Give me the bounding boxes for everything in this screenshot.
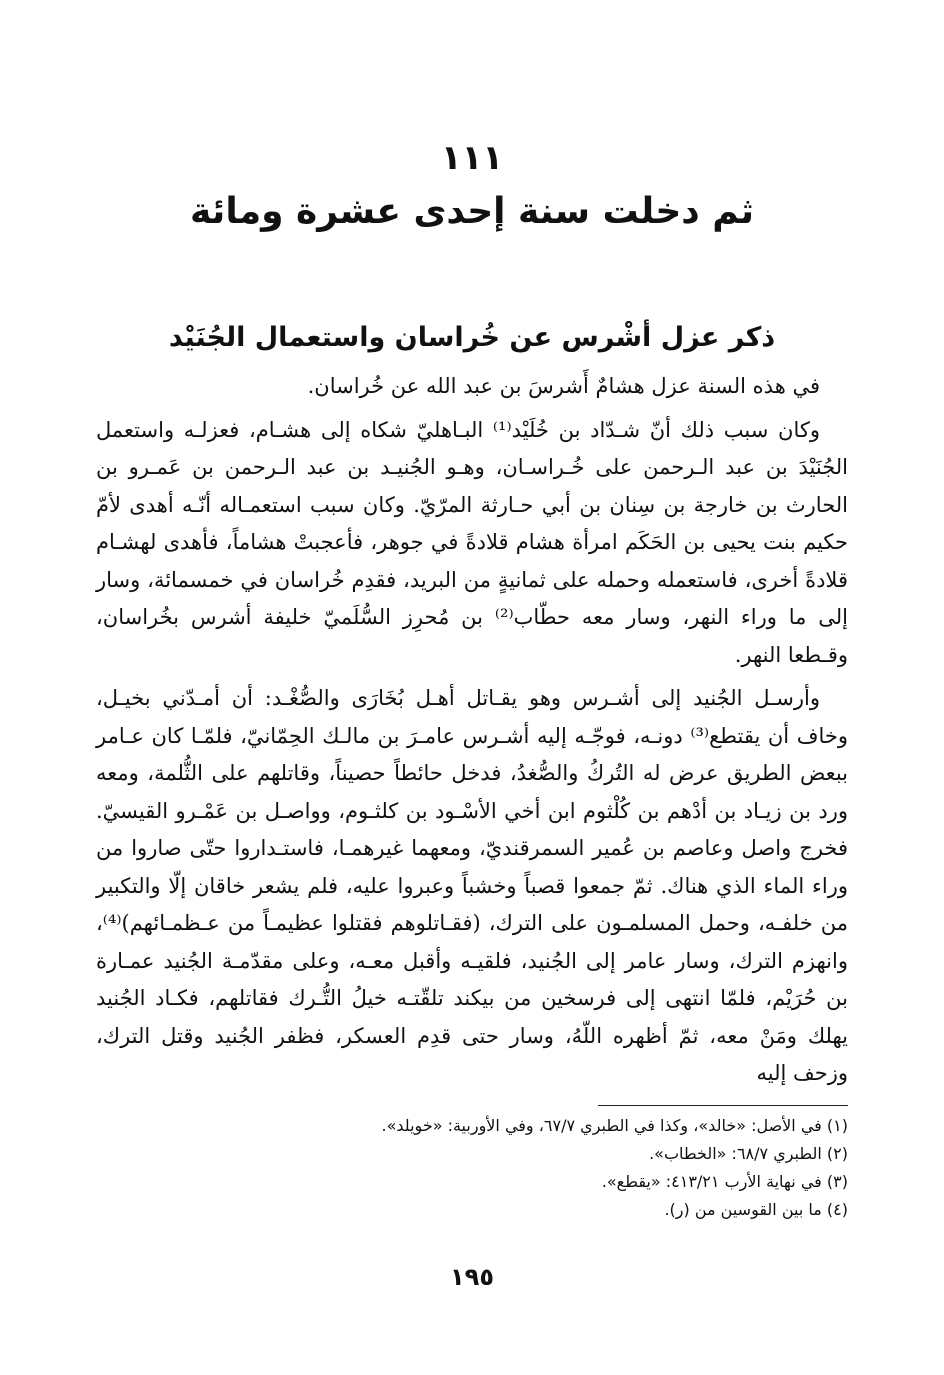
footnote: (٣) في نهاية الأرب ٤١٣/٢١: «يقطع». — [601, 1172, 848, 1191]
chapter-title: ثم دخلت سنة إحدى عشرة ومائة — [189, 191, 755, 232]
paragraph: في هذه السنة عزل هشامٌ أَشرسَ بن عبد الله عن خُراسان. — [307, 374, 820, 398]
paragraph: وأرسـل الجُنيد إلى أشـرس وهو يقـاتل أهـل بُخَارَى والصُّغْـد: أن أمـدّني بخيـل، وخاف أن يقتطع⁽³⁾ دونـه، فوجّـه إليه أشـرس عامـرَ بن مالـك الحِمّانيّ، فلمّـا كان عـامر ببعض الطريق عرض له التُركُ والصُّغدُ، فدخل حائطاً حصيناً، وقاتلهم على الثُّلمة، ومعه ورد بن زيـاد بن أدْهم بن كُلْثوم ابن أخي الأسْـود بن كلثـوم، وواصـل بن عَمْـرو القيسيّ. فخرج واصل وعاصم بن عُمير السمرقنديّ، ومعهما غيرهمـا، فاستـداروا حتّى صاروا من وراء الماء الذي هناك. ثمّ جمعوا قصباً وخشباً وعبروا عليه، فلم يشعر خاقان إلّا والتكبير من خلفـه، وحمل المسلمـون على الترك، (فقـاتلوهم فقتلوا عظيمـاً من عـظمـائهم)⁽⁴⁾، وانهزم الترك، وسار عامر إلى الجُنيد، فلقيـه وأقبل معـه، وعلى مقدّمـة الجُنيد عمـارة بن حُرَيْم، فلمّا انتهى إلى فرسخين من بيكند تلقّتـه خيلُ التُّـرك فقاتلهم، فكـاد الجُنيد يهلك ومَنْ معه، ثمّ أظهره اللّهُ، وسار حتى قدِم العسكر، فظفر الجُنيد وقتل الترك، وزحف إليه — [96, 686, 848, 1085]
footnote: (٤) ما بين القوسين من (ر). — [664, 1200, 848, 1219]
footnote: (٢) الطبري ٦٨/٧: «الخطاب». — [649, 1144, 848, 1163]
paragraph: وكان سبب ذلك أنّ شـدّاد بن خُلَيْد⁽¹⁾ البـاهليّ شكاه إلى هشـام، فعزلـه واستعمل الجُنَيْدَ بن عبد الـرحمن على خُـراسـان، وهـو الجُنيـد بن عبد الـرحمن بن عَمـرو بن الحارث بن خارجة بن سِنان بن أبي حـارثة المرّيّ. وكان سبب استعمـاله أنّـه أهدى لأمّ حكيم بنت يحيى بن الحَكَم امرأة هشام قلادةً في جوهر، فأعجبتْ هشاماً، فأهدى لهشـام قلادةً أخرى، فاستعمله وحمله على ثمانيةٍ من البريد، فقدِم خُراسان في خمسمائة، وسار إلى ما وراء النهر، وسار معه حطّاب⁽²⁾ بن مُحرِز السُّلَميّ خليفة أشرس بخُراسان، وقـطعا النهر. — [96, 417, 848, 667]
section-heading: ذكر عزل أشْرس عن خُراسان واستعمال الجُنَيْد — [168, 322, 776, 353]
footnote-divider — [598, 1105, 848, 1106]
body-text — [96, 368, 848, 1099]
chapter-number: ١١١ — [440, 138, 504, 178]
footnote: (١) في الأصل: «خالد»، وكذا في الطبري ٦٧/٧، وفي الأوربية: «خويلد». — [381, 1116, 848, 1135]
footnotes — [96, 1112, 848, 1224]
page-number: ١٩٥ — [450, 1263, 494, 1291]
